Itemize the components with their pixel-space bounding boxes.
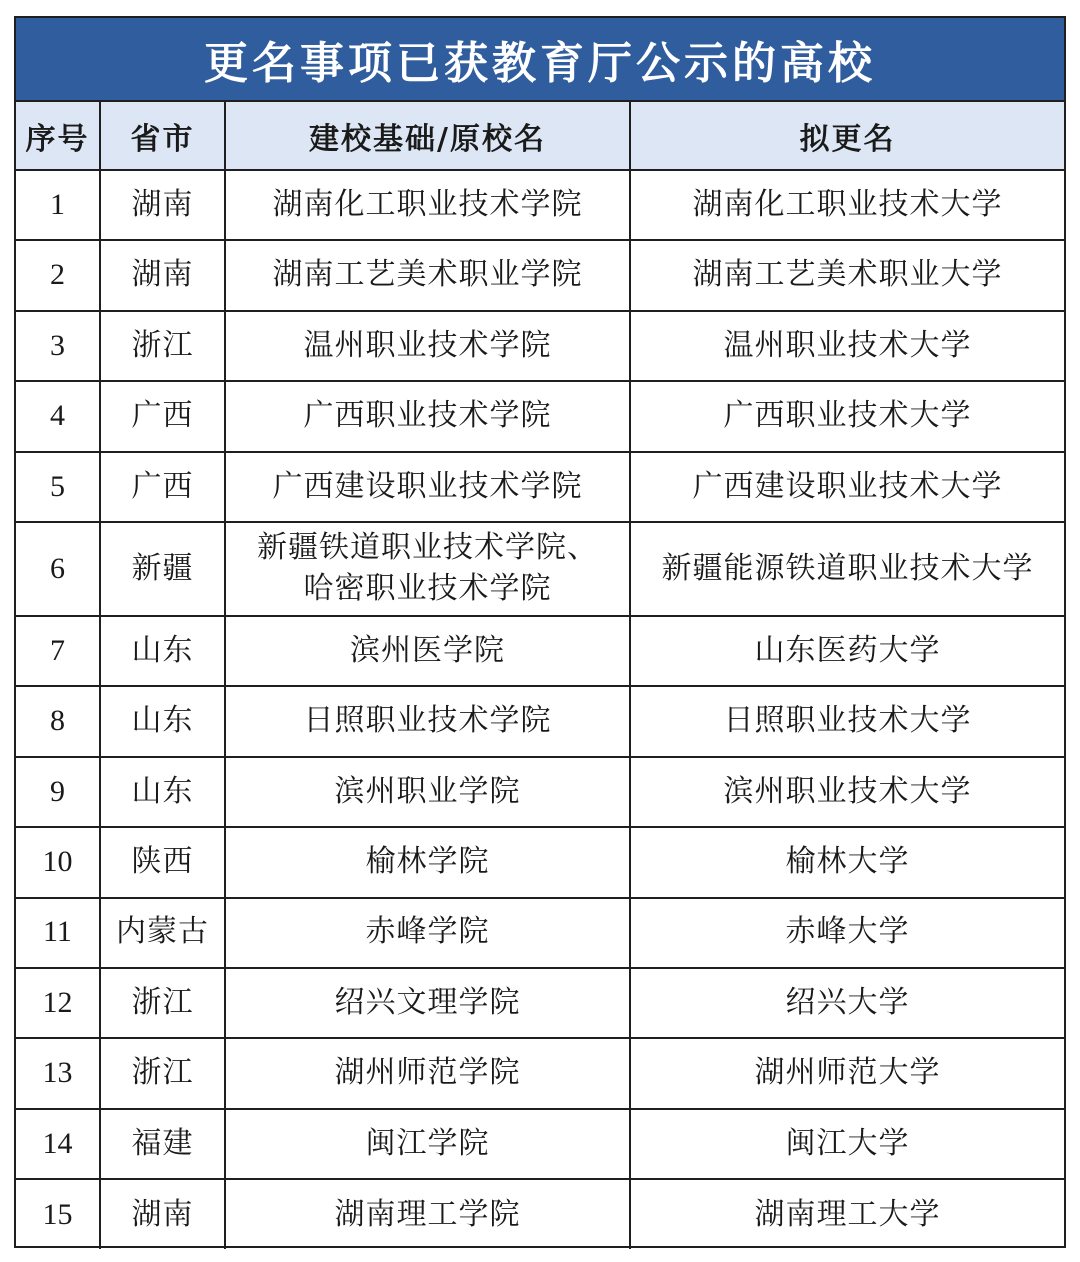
- table-row: [16, 311, 1064, 381]
- cell-new-name: 温州职业技术大学: [630, 311, 1064, 381]
- header-row: [16, 102, 1064, 170]
- header-no: 序号: [16, 102, 100, 170]
- cell-no: 2: [16, 240, 100, 310]
- cell-new-name: 赤峰大学: [630, 898, 1064, 968]
- table-row: [16, 170, 1064, 240]
- cell-no: 4: [16, 381, 100, 451]
- cell-province: 湖南: [100, 240, 225, 310]
- cell-no: 7: [16, 616, 100, 686]
- table-row: [16, 381, 1064, 451]
- cell-original-name: 赤峰学院: [225, 898, 630, 968]
- table-row: [16, 968, 1064, 1038]
- cell-province: 浙江: [100, 968, 225, 1038]
- cell-province: 湖南: [100, 170, 225, 240]
- cell-province: 山东: [100, 616, 225, 686]
- title-bar: [16, 18, 1064, 102]
- cell-original-name: 广西建设职业技术学院: [225, 452, 630, 522]
- table-body: [16, 170, 1064, 1249]
- cell-province: 广西: [100, 381, 225, 451]
- cell-original-name: 闽江学院: [225, 1109, 630, 1179]
- cell-province: 浙江: [100, 311, 225, 381]
- cell-original-name: 榆林学院: [225, 827, 630, 897]
- cell-province: 广西: [100, 452, 225, 522]
- cell-no: 10: [16, 827, 100, 897]
- cell-province: 福建: [100, 1109, 225, 1179]
- table-row: [16, 522, 1064, 616]
- cell-no: 14: [16, 1109, 100, 1179]
- cell-province: 浙江: [100, 1038, 225, 1108]
- cell-province: 山东: [100, 686, 225, 756]
- cell-new-name: 绍兴大学: [630, 968, 1064, 1038]
- cell-no: 11: [16, 898, 100, 968]
- cell-province: 新疆: [100, 522, 225, 616]
- cell-new-name: 湖州师范大学: [630, 1038, 1064, 1108]
- cell-original-name: 日照职业技术学院: [225, 686, 630, 756]
- table-row: [16, 827, 1064, 897]
- table-row: [16, 616, 1064, 686]
- cell-no: 6: [16, 522, 100, 616]
- table-row: [16, 1179, 1064, 1249]
- header-province: 省市: [100, 102, 225, 170]
- cell-new-name: 湖南化工职业技术大学: [630, 170, 1064, 240]
- cell-new-name: 滨州职业技术大学: [630, 757, 1064, 827]
- cell-no: 3: [16, 311, 100, 381]
- cell-original-name: 新疆铁道职业技术学院、 哈密职业技术学院: [225, 522, 630, 616]
- cell-original-name: 湖州师范学院: [225, 1038, 630, 1108]
- table-row: [16, 898, 1064, 968]
- table-row: [16, 686, 1064, 756]
- table-row: [16, 1038, 1064, 1108]
- cell-no: 12: [16, 968, 100, 1038]
- cell-no: 13: [16, 1038, 100, 1108]
- cell-province: 湖南: [100, 1179, 225, 1249]
- cell-original-name: 广西职业技术学院: [225, 381, 630, 451]
- cell-original-name: 湖南理工学院: [225, 1179, 630, 1249]
- header-original-name: 建校基础/原校名: [225, 102, 630, 170]
- cell-original-name: 滨州职业学院: [225, 757, 630, 827]
- cell-no: 9: [16, 757, 100, 827]
- cell-new-name: 广西职业技术大学: [630, 381, 1064, 451]
- cell-new-name: 湖南理工大学: [630, 1179, 1064, 1249]
- cell-province: 山东: [100, 757, 225, 827]
- cell-no: 8: [16, 686, 100, 756]
- cell-new-name: 新疆能源铁道职业技术大学: [630, 522, 1064, 616]
- cell-new-name: 山东医药大学: [630, 616, 1064, 686]
- cell-original-name: 湖南工艺美术职业学院: [225, 240, 630, 310]
- cell-new-name: 闽江大学: [630, 1109, 1064, 1179]
- table-row: [16, 240, 1064, 310]
- table-row: [16, 757, 1064, 827]
- cell-new-name: 湖南工艺美术职业大学: [630, 240, 1064, 310]
- cell-province: 内蒙古: [100, 898, 225, 968]
- cell-original-name: 温州职业技术学院: [225, 311, 630, 381]
- cell-no: 1: [16, 170, 100, 240]
- cell-original-name: 滨州医学院: [225, 616, 630, 686]
- cell-new-name: 日照职业技术大学: [630, 686, 1064, 756]
- cell-original-name: 绍兴文理学院: [225, 968, 630, 1038]
- cell-no: 15: [16, 1179, 100, 1249]
- table-title: 更名事项已获教育厅公示的高校: [204, 38, 876, 89]
- table-row: [16, 1109, 1064, 1179]
- table-row: [16, 452, 1064, 522]
- cell-new-name: 广西建设职业技术大学: [630, 452, 1064, 522]
- universities-table: [16, 102, 1064, 1249]
- header-new-name: 拟更名: [630, 102, 1064, 170]
- cell-no: 5: [16, 452, 100, 522]
- renaming-table-sheet: [14, 16, 1066, 1248]
- cell-original-name: 湖南化工职业技术学院: [225, 170, 630, 240]
- cell-new-name: 榆林大学: [630, 827, 1064, 897]
- cell-province: 陕西: [100, 827, 225, 897]
